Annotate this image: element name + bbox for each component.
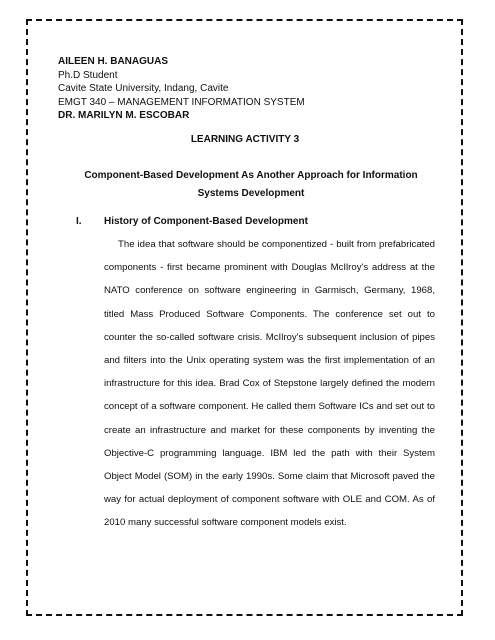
- document-title: [58, 167, 444, 203]
- body-paragraph: The idea that software should be componentized - built from prefabricated components - first became prominent with Douglas McIlroy's address at the NATO conference on software engineering in Garmisch, Germany, 1968, titled Mass Produced Software Components. The conference set out to counter the so-called software crisis. McIlroy's subsequent inclusion of pipes and filters into the Unix operating system was the first implementation of an infrastructure for this idea. Brad Cox of Stepstone largely defined the modern concept of a software component. He called them Software ICs and set out to create an infrastructure and market for these components by inventing the Objective-C programming language. IBM led the path with their System Object Model (SOM) in the early 1990s. Some claim that Microsoft paved the way for actual deployment of component software with OLE and COM. As of 2010 many successful software component models exist.: [104, 239, 435, 529]
- activity-title: LEARNING ACTIVITY 3: [190, 134, 300, 145]
- section-heading: [58, 216, 308, 227]
- author-header: [58, 55, 305, 123]
- professor-name: DR. MARILYN M. ESCOBAR: [58, 110, 190, 121]
- author-degree: Ph.D Student: [58, 69, 118, 81]
- section-number: I.: [76, 216, 82, 227]
- document-title-line-1: Component-Based Development As Another Approach for Information: [84, 170, 418, 181]
- author-name: AILEEN H. BANAGUAS: [58, 56, 169, 67]
- author-university: Cavite State University, Indang, Cavite: [58, 83, 229, 94]
- document-title-line-2: Systems Development: [197, 188, 305, 199]
- course-name: EMGT 340 – MANAGEMENT INFORMATION SYSTEM: [58, 96, 305, 108]
- section-heading-text: History of Component-Based Development: [104, 216, 308, 227]
